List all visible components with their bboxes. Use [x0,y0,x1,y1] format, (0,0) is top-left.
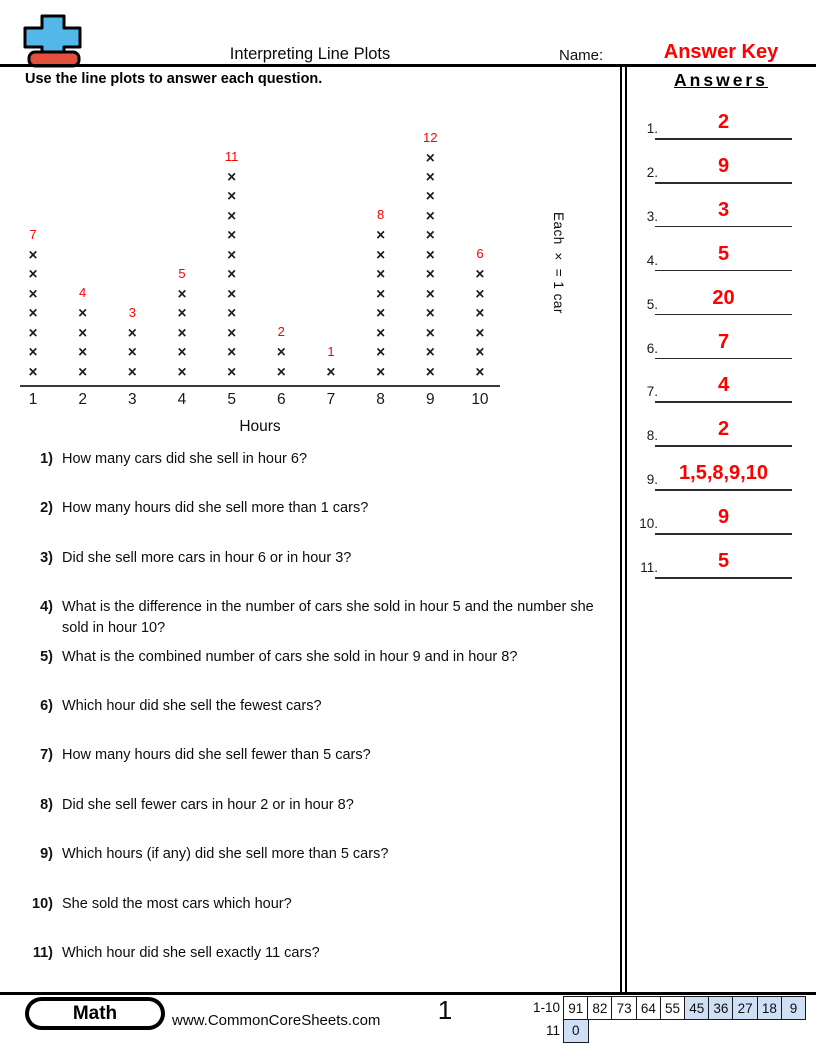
x-mark: × [475,266,485,284]
question-item [26,597,618,639]
score-cell: 18 [757,996,783,1020]
answer-number: 10. [639,516,658,532]
x-mark: × [376,324,386,342]
answer-number: 6. [646,340,658,356]
x-mark: × [425,227,435,245]
x-mark: × [227,305,237,323]
answer-blank-line [655,226,792,228]
x-axis-tick: 8 [376,391,385,408]
score-cell: 91 [563,996,589,1020]
question-item [26,647,618,668]
answer-number: 8. [646,428,658,444]
score-table [520,996,816,1046]
x-mark: × [78,363,88,381]
answer-number: 5. [646,296,658,312]
score-cell: 82 [587,996,613,1020]
x-mark: × [177,285,187,303]
x-mark: × [177,324,187,342]
count-label: 6 [476,246,484,262]
name-label: Name: [559,47,604,64]
answer-blank-line [655,401,792,403]
score-cell: 9 [781,996,807,1020]
x-mark: × [376,344,386,362]
answer-blank-line [655,138,792,140]
website-url: www.CommonCoreSheets.com [172,1012,381,1029]
question-item [26,548,618,569]
question-item [26,449,618,470]
x-axis-tick: 2 [78,391,87,408]
x-axis-tick: 10 [471,391,489,408]
question-number: 1) [40,451,53,467]
x-mark: × [28,305,38,323]
x-mark: × [475,344,485,362]
answer-blank-line [655,445,792,447]
answers-column [626,0,816,992]
question-number: 3) [40,549,53,566]
question-text: She sold the most cars which hour? [62,895,292,912]
x-mark: × [326,363,336,381]
answer-number: 4. [646,252,658,268]
plot-key-text: Each × = 1 car [551,212,566,314]
x-axis-tick: 3 [128,391,137,408]
answer-value: 4 [717,374,730,397]
x-mark: × [376,305,386,323]
score-row1-label: 1-10 [532,1000,560,1015]
page-number: 1 [437,995,453,1025]
answer-blank-line [655,489,792,491]
line-plot [20,128,500,435]
x-mark: × [127,344,137,362]
x-mark: × [227,285,237,303]
x-mark: × [127,363,137,381]
x-mark: × [425,305,435,323]
answer-value: 3 [717,198,730,221]
x-mark: × [78,324,88,342]
answer-value: 2 [717,111,730,133]
x-mark: × [227,246,237,264]
question-number: 7) [40,747,53,764]
answer-value: 9 [717,506,730,529]
x-mark: × [425,188,435,206]
footer-divider-line [0,992,816,995]
answer-blank-line [655,533,792,535]
question-item [26,844,618,865]
question-item [26,745,618,766]
plot-column [257,324,305,382]
x-mark: × [227,227,237,245]
answer-number: 2. [646,164,658,180]
x-mark: × [227,324,237,342]
question-number: 6) [40,698,53,714]
question-number: 10) [32,895,53,912]
question-number: 9) [40,846,53,863]
x-mark: × [475,324,485,342]
plot-column [406,130,454,382]
x-mark: × [28,285,38,303]
x-axis-label: Hours [239,418,281,435]
x-mark: × [425,266,435,284]
score-cell: 73 [611,996,637,1020]
question-text: How many cars did she sell in hour 6? [62,451,308,467]
answer-value: 20 [712,286,735,309]
score-cell: 64 [636,996,662,1020]
x-mark: × [227,344,237,362]
x-mark: × [425,324,435,342]
plot-column [9,227,57,382]
x-axis-tick: 5 [227,391,236,408]
x-axis-tick: 7 [326,391,336,408]
answer-value: 5 [717,550,730,572]
question-number: 4) [40,599,53,616]
question-text: Which hour did she sell exactly 11 cars? [62,945,320,961]
x-mark: × [425,246,435,264]
instruction-text: Use the line plots to answer each question. [25,71,323,87]
question-item [26,943,618,964]
question-text: Did she sell fewer cars in hour 2 or in hour 8? [62,796,354,813]
score-cell: 55 [660,996,686,1020]
x-axis-tick: 1 [28,391,38,408]
score-cell: 0 [563,1019,589,1043]
score-cell: 45 [684,996,710,1020]
score-row2-label: 11 [545,1023,560,1038]
plot-column [307,344,355,382]
question-number: 11) [32,945,53,961]
x-mark: × [28,344,38,362]
question-text: Which hour did she sell the fewest cars? [62,698,322,714]
count-label: 12 [423,129,438,145]
count-label: 7 [29,226,37,242]
x-axis-tick: 9 [425,391,435,408]
x-mark: × [376,285,386,303]
answer-value: 7 [717,330,730,353]
plot-column [357,207,405,382]
subject-badge-label: Math [29,1001,161,1026]
answer-key-text: Answer Key [663,41,779,63]
question-text: How many hours did she sell fewer than 5 cars? [62,747,371,764]
question-number: 2) [40,500,53,517]
subject-badge [25,997,165,1030]
answer-value: 2 [717,418,730,441]
x-mark: × [28,324,38,342]
x-mark: × [425,344,435,362]
x-mark: × [227,266,237,284]
question-text: Did she sell more cars in hour 6 or in hour 3? [62,549,352,566]
x-mark: × [376,227,386,245]
answer-number: 3. [646,208,658,224]
answer-blank-line [655,182,792,184]
x-mark: × [475,363,485,381]
page-title: Interpreting Line Plots [229,45,391,63]
x-axis-tick: 4 [177,391,187,408]
question-text: How many hours did she sell more than 1 cars? [62,500,369,517]
x-mark: × [376,246,386,264]
x-mark: × [127,324,137,342]
question-number: 8) [40,796,53,813]
count-label: 4 [79,285,87,301]
x-mark: × [78,305,88,323]
question-item [26,795,618,816]
plot-column [158,266,206,382]
x-mark: × [475,305,485,323]
answer-blank-line [655,314,792,316]
plot-column [456,246,504,382]
answer-value: 9 [717,154,730,177]
answer-number: 1. [646,121,658,136]
x-mark: × [425,207,435,225]
answer-number: 11. [640,560,658,575]
x-mark: × [28,266,38,284]
answer-blank-line [655,270,792,272]
plot-column [108,305,156,382]
question-text: What is the combined number of cars she sold in hour 9 and in hour 8? [62,648,518,665]
x-mark: × [276,344,286,362]
question-text: Which hours (if any) did she sell more than 5 cars? [62,846,389,863]
x-mark: × [227,207,237,225]
count-label: 2 [277,324,285,340]
x-mark: × [425,363,435,381]
answer-blank-line [655,577,792,579]
x-mark: × [475,285,485,303]
plot-column [208,149,256,382]
question-item [26,894,618,915]
answer-number: 7. [646,384,658,400]
question-number: 5) [40,648,53,665]
x-mark: × [227,169,237,187]
x-mark: × [28,363,38,381]
count-label: 8 [376,207,385,223]
x-axis-tick: 6 [276,391,286,408]
x-mark: × [28,246,38,264]
count-label: 11 [224,149,239,165]
x-mark: × [227,363,237,381]
x-mark: × [376,266,386,284]
score-cell: 36 [708,996,734,1020]
x-mark: × [425,169,435,187]
answer-value: 1,5,8,9,10 [679,462,768,485]
count-label: 5 [178,265,186,281]
answers-heading: Answers [674,70,768,90]
x-mark: × [78,344,88,362]
x-mark: × [227,188,237,206]
x-mark: × [425,285,435,303]
answer-number: 9. [646,472,658,488]
x-mark: × [276,363,286,381]
answer-value: 5 [717,242,730,265]
plot-column [59,285,107,382]
question-text: What is the difference in the number of cars she sold in hour 5 and the number she sold in hour 10? [62,599,594,637]
x-mark: × [425,149,435,167]
x-mark: × [376,363,386,381]
count-label: 3 [128,304,136,320]
question-item [26,498,618,519]
x-mark: × [177,305,187,323]
answer-blank-line [655,358,792,360]
question-item [26,696,618,717]
x-mark: × [177,363,187,381]
score-cell: 27 [732,996,758,1020]
count-label: 1 [327,343,335,359]
x-mark: × [177,344,187,362]
